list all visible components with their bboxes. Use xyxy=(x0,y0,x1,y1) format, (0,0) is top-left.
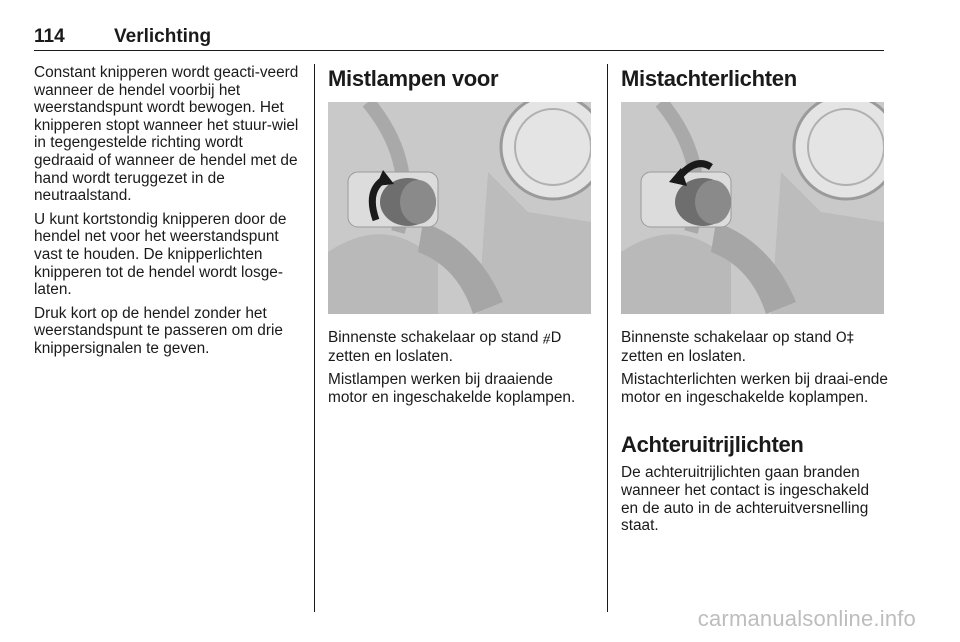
column-right xyxy=(621,64,889,541)
front-fog-lamp-lever-illustration xyxy=(328,102,591,314)
page-header xyxy=(34,26,884,51)
paragraph: U kunt kortstondig knipperen door de hendel net voor het weerstandspunt vast te houden. De knipperlichten knipperen tot de hendel wordt losge-laten. xyxy=(34,210,287,299)
paragraph: Druk kort op de hendel zonder het weerstandspunt te passeren om drie knippersignalen te geven. xyxy=(34,304,283,357)
rear-fog-lamp-lever-illustration xyxy=(621,102,884,314)
column-divider xyxy=(607,64,608,612)
watermark: carmanualsonline.info xyxy=(697,606,916,631)
chapter-title: Verlichting xyxy=(114,26,212,47)
paragraph: De achteruitrijlichten gaan branden wanneer het contact is ingeschakeld en de auto in de achteruitversnelling staat. xyxy=(621,464,870,535)
rear-fog-light-icon: O‡ xyxy=(835,330,854,346)
column-left xyxy=(34,64,306,364)
column-divider xyxy=(314,64,315,612)
paragraph: Binnenste schakelaar op stand ⧣D zetten en loslaten. xyxy=(328,329,562,365)
section-heading: Mistlampen voor xyxy=(328,66,499,91)
column-middle xyxy=(328,64,596,412)
paragraph: Constant knipperen wordt geacti-veerd wanneer de hendel voorbij het weerstandspunt wordt bewogen. Het knipperen stopt wanneer het stuur-wiel in tegengestelde richting wordt gedraaid of wanneer de hendel met de hand wordt teruggezet in de neutraalstand. xyxy=(34,64,299,205)
paragraph: Mistlampen werken bij draaiende motor en ingeschakelde koplampen. xyxy=(328,371,576,406)
paragraph: Mistachterlichten werken bij draai-ende motor en ingeschakelde koplampen. xyxy=(621,371,888,406)
section-heading: Mistachterlichten xyxy=(621,66,797,91)
section-heading: Achteruitrijlichten xyxy=(621,432,804,458)
front-fog-light-icon: ⧣D xyxy=(542,330,562,346)
paragraph: Binnenste schakelaar op stand O‡ zetten en loslaten. xyxy=(621,329,854,365)
page-number: 114 xyxy=(34,26,65,47)
